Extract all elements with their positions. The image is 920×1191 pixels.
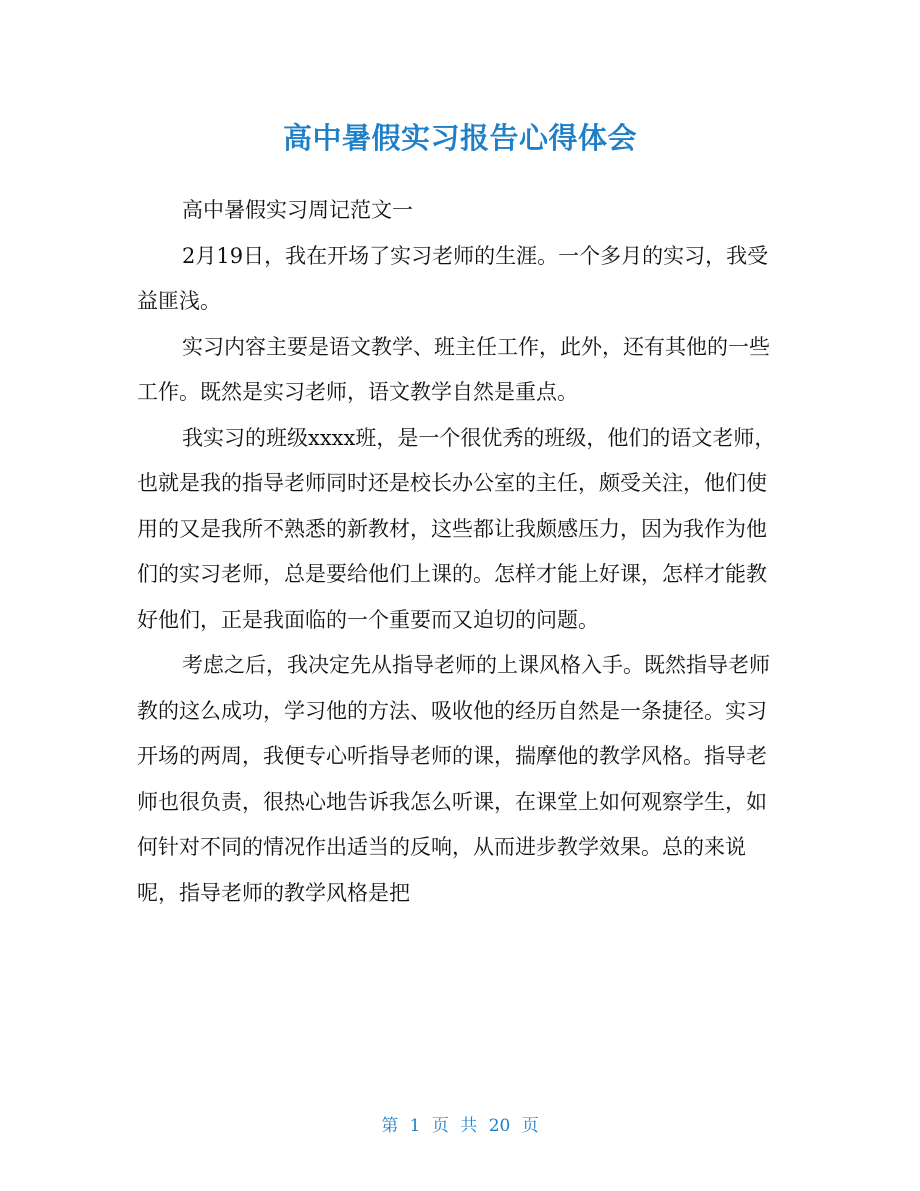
- paragraph: 考虑之后，我决定先从指导老师的上课风格入手。既然指导老师教的这么成功，学习他的方法、吸收他的经历自然是一条捷径。实习开场的两周，我便专心听指导老师的课，揣摩他的教学风格。指导老师也很负责，很热心地告诉我怎么听课，在课堂上如何观察学生，如何针对不同的情况作出适当的反响，从而进步教学效果。总的来说呢，指导老师的教学风格是把: [137, 653, 770, 905]
- paragraph: 2月19日，我在开场了实习老师的生涯。一个多月的实习，我受益匪浅。: [137, 243, 769, 313]
- paragraph: 我实习的班级xxxx班，是一个很优秀的班级，他们的语文老师，也就是我的指导老师同时还是校长办公室的主任，颇受关注，他们使用的又是我所不熟悉的新教材，这些都让我颇感压力，因为我作为他们的实习老师，总是要给他们上课的。怎样才能上好课，怎样才能教好他们，正是我面临的一个重要而又迫切的问题。: [137, 425, 776, 632]
- paragraph-heading: 高中暑假实习周记范文一: [182, 198, 413, 222]
- document-title: 高中暑假实习报告心得体会: [282, 121, 637, 155]
- document-body: [137, 188, 787, 916]
- paragraph: 实习内容主要是语文教学、班主任工作，此外，还有其他的一些工作。既然是实习老师，语文教学自然是重点。: [137, 334, 770, 404]
- page-number-footer: 第 1 页 共 20 页: [381, 1116, 539, 1136]
